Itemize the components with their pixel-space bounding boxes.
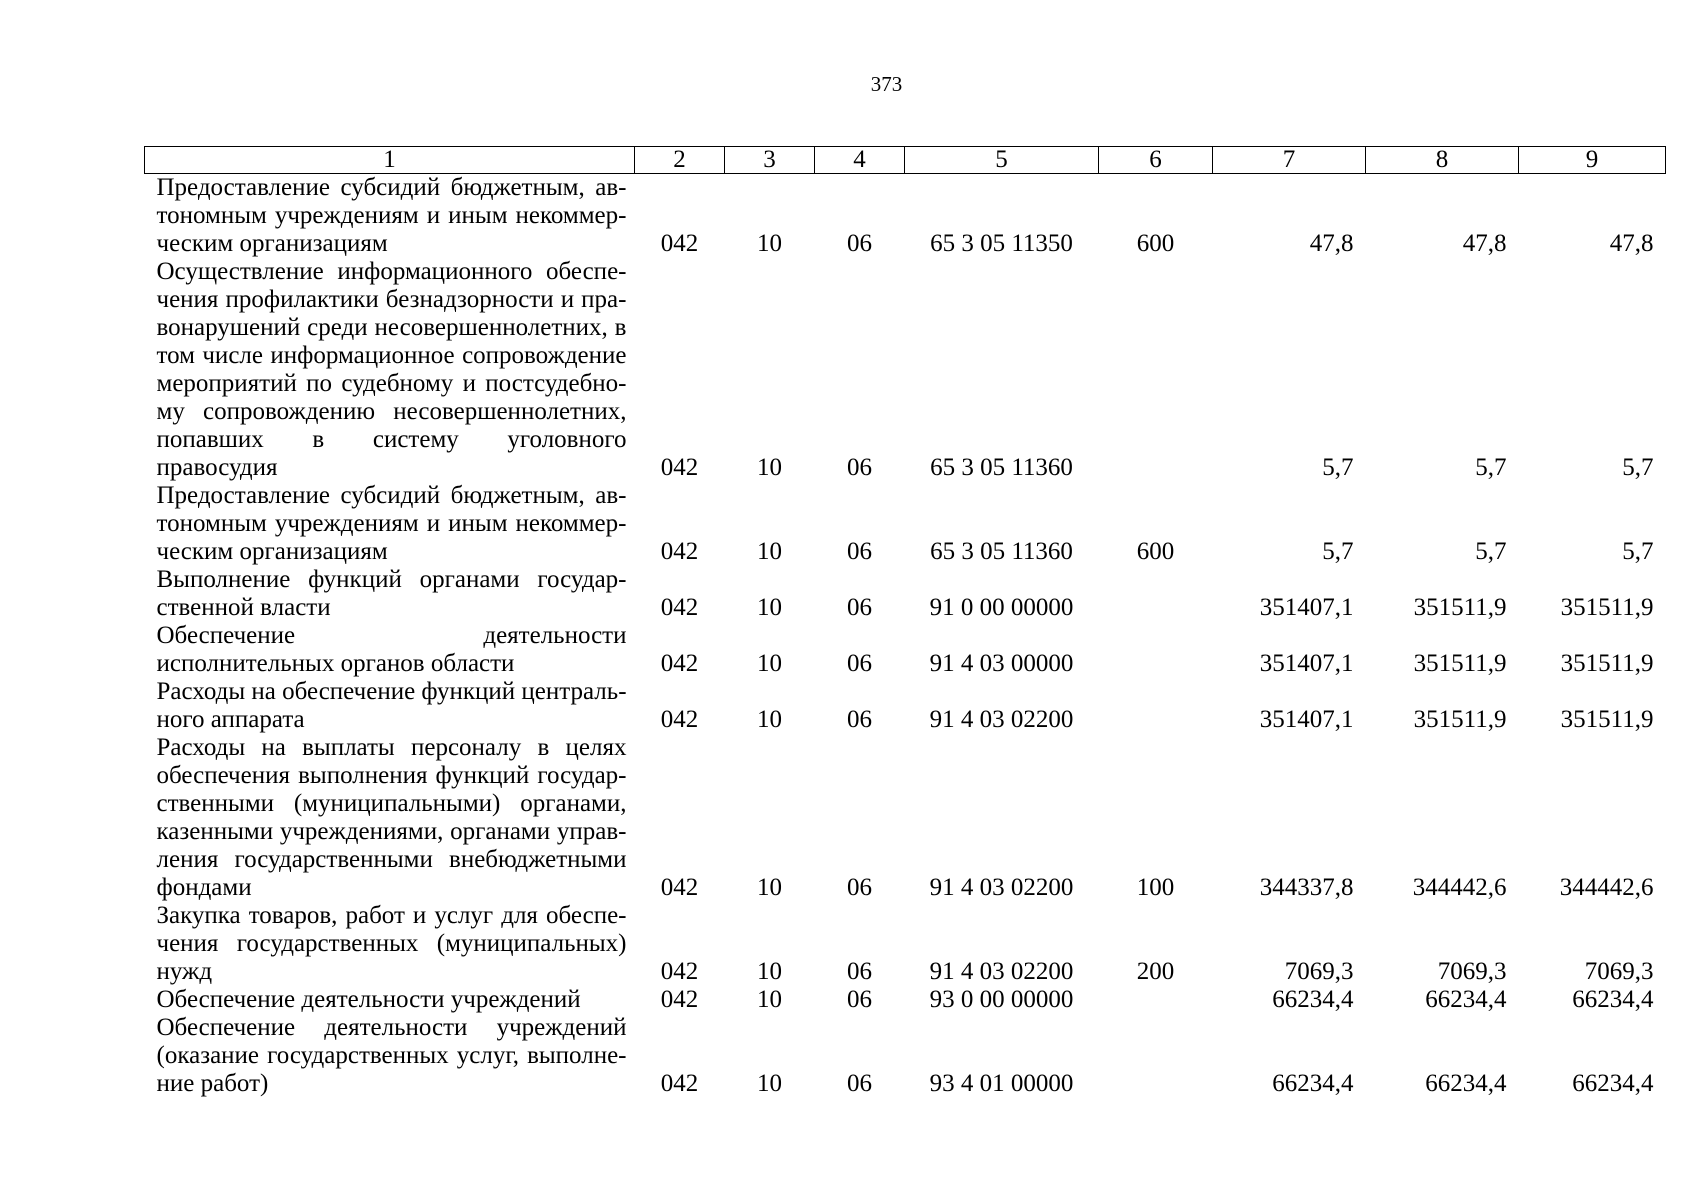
amount-col-7: 351407,1	[1259, 706, 1354, 733]
row-description: Обеспечение деятельности исполнительных органов области	[156, 622, 627, 677]
amount-col-7: 5,7	[1322, 538, 1354, 565]
section-code: 10	[757, 230, 782, 257]
row-description: Расходы на обеспечение функций центрального аппарата	[156, 678, 627, 733]
row-description: Предоставление субсидий бюджетным, автономным учреждениям и иным некоммерческим организациям	[156, 174, 627, 257]
section-code: 10	[757, 594, 782, 621]
amount-col-9: 66234,4	[1572, 1070, 1654, 1097]
amount-col-7: 66234,4	[1272, 986, 1354, 1013]
header-col-9: 9	[1519, 147, 1666, 174]
target-article-code: 65 3 05 11350	[930, 230, 1073, 257]
target-article-code: 91 4 03 02200	[929, 706, 1074, 733]
section-code: 10	[757, 454, 782, 481]
section-code: 10	[757, 874, 782, 901]
expense-type-code: 600	[1136, 538, 1175, 565]
table-row	[145, 566, 1666, 622]
subsection-code: 06	[847, 874, 872, 901]
amount-col-7: 7069,3	[1284, 958, 1354, 985]
page-number: 373	[870, 72, 903, 96]
target-article-code: 93 0 00 00000	[929, 986, 1074, 1013]
amount-col-9: 344442,6	[1559, 874, 1654, 901]
ministry-code: 042	[660, 958, 699, 985]
amount-col-8: 66234,4	[1425, 1070, 1507, 1097]
amount-col-8: 47,8	[1462, 230, 1507, 257]
ministry-code: 042	[660, 230, 699, 257]
table-row	[145, 482, 1666, 566]
expense-type-code	[1099, 622, 1213, 678]
amount-col-7: 351407,1	[1259, 650, 1354, 677]
ministry-code: 042	[660, 454, 699, 481]
amount-col-9: 351511,9	[1560, 594, 1654, 621]
subsection-code: 06	[847, 454, 872, 481]
subsection-code: 06	[847, 230, 872, 257]
header-col-6: 6	[1099, 147, 1213, 174]
target-article-code: 65 3 05 11360	[930, 454, 1073, 481]
section-code: 10	[757, 986, 782, 1013]
header-col-2: 2	[635, 147, 725, 174]
target-article-code: 93 4 01 00000	[929, 1070, 1074, 1097]
amount-col-8: 7069,3	[1437, 958, 1507, 985]
amount-col-7: 66234,4	[1272, 1070, 1354, 1097]
ministry-code: 042	[660, 986, 699, 1013]
target-article-code: 65 3 05 11360	[930, 538, 1073, 565]
amount-col-7: 47,8	[1309, 230, 1354, 257]
header-col-5: 5	[905, 147, 1099, 174]
target-article-code: 91 0 00 00000	[929, 594, 1074, 621]
table-row	[145, 902, 1666, 986]
table-row	[145, 1014, 1666, 1098]
amount-col-7: 351407,1	[1259, 594, 1354, 621]
amount-col-8: 351511,9	[1413, 650, 1507, 677]
table-row	[145, 986, 1666, 1014]
amount-col-9: 351511,9	[1560, 650, 1654, 677]
amount-col-7: 5,7	[1322, 454, 1354, 481]
subsection-code: 06	[847, 1070, 872, 1097]
section-code: 10	[757, 538, 782, 565]
row-description: Обеспечение деятельности учреждений	[156, 986, 581, 1013]
subsection-code: 06	[847, 650, 872, 677]
amount-col-8: 5,7	[1475, 454, 1507, 481]
subsection-code: 06	[847, 958, 872, 985]
subsection-code: 06	[847, 706, 872, 733]
section-code: 10	[757, 1070, 782, 1097]
expense-type-code	[1099, 566, 1213, 622]
subsection-code: 06	[847, 594, 872, 621]
expense-type-code	[1099, 678, 1213, 734]
amount-col-8: 344442,6	[1412, 874, 1507, 901]
header-col-1: 1	[145, 147, 635, 174]
target-article-code: 91 4 03 02200	[929, 958, 1074, 985]
expense-type-code	[1099, 1014, 1213, 1098]
expense-type-code	[1099, 258, 1213, 482]
subsection-code: 06	[847, 986, 872, 1013]
header-row	[145, 147, 1666, 174]
amount-col-8: 5,7	[1475, 538, 1507, 565]
row-description: Предоставление субсидий бюджетным, автономным учреждениям и иным некоммерческим организациям	[156, 482, 627, 565]
row-description: Расходы на выплаты персоналу в целях обеспечения выполнения функций государственными (муниципальными) органами, казенными учреждениями, органами управления государственными внебюджетными фондами	[156, 734, 627, 901]
target-article-code: 91 4 03 02200	[929, 874, 1074, 901]
target-article-code: 91 4 03 00000	[929, 650, 1074, 677]
table-row	[145, 174, 1666, 259]
row-description: Закупка товаров, работ и услуг для обеспечения государственных (муниципальных) нужд	[156, 902, 627, 985]
row-description: Осуществление информационного обеспечения профилактики безнадзорности и правонарушений среди несовершеннолетних, в том числе информационное сопровождение мероприятий по судебному и постсудебному сопровождению несовершеннолетних, попавших в систему уголовного правосудия	[156, 258, 627, 481]
amount-col-9: 5,7	[1622, 538, 1654, 565]
amount-col-9: 351511,9	[1560, 706, 1654, 733]
expense-type-code	[1099, 986, 1213, 1014]
amount-col-9: 7069,3	[1584, 958, 1654, 985]
section-code: 10	[757, 958, 782, 985]
ministry-code: 042	[660, 706, 699, 733]
header-col-3: 3	[725, 147, 815, 174]
amount-col-7: 344337,8	[1259, 874, 1354, 901]
ministry-code: 042	[660, 1070, 699, 1097]
amount-col-9: 66234,4	[1572, 986, 1654, 1013]
amount-col-9: 5,7	[1622, 454, 1654, 481]
table-row	[145, 622, 1666, 678]
ministry-code: 042	[660, 538, 699, 565]
amount-col-8: 351511,9	[1413, 594, 1507, 621]
header-col-4: 4	[815, 147, 905, 174]
expense-type-code: 600	[1136, 230, 1175, 257]
budget-table	[144, 146, 1666, 1098]
table-row	[145, 678, 1666, 734]
amount-col-9: 47,8	[1609, 230, 1654, 257]
table-row	[145, 734, 1666, 902]
section-code: 10	[757, 706, 782, 733]
amount-col-8: 66234,4	[1425, 986, 1507, 1013]
row-description: Выполнение функций органами государственной власти	[156, 566, 627, 621]
ministry-code: 042	[660, 594, 699, 621]
ministry-code: 042	[660, 650, 699, 677]
subsection-code: 06	[847, 538, 872, 565]
row-description: Обеспечение деятельности учреждений (оказание государственных услуг, выполнение работ)	[156, 1014, 627, 1097]
table-row	[145, 258, 1666, 482]
amount-col-8: 351511,9	[1413, 706, 1507, 733]
ministry-code: 042	[660, 874, 699, 901]
expense-type-code: 100	[1136, 874, 1175, 901]
expense-type-code: 200	[1136, 958, 1175, 985]
header-col-8: 8	[1366, 147, 1519, 174]
header-col-7: 7	[1213, 147, 1366, 174]
section-code: 10	[757, 650, 782, 677]
